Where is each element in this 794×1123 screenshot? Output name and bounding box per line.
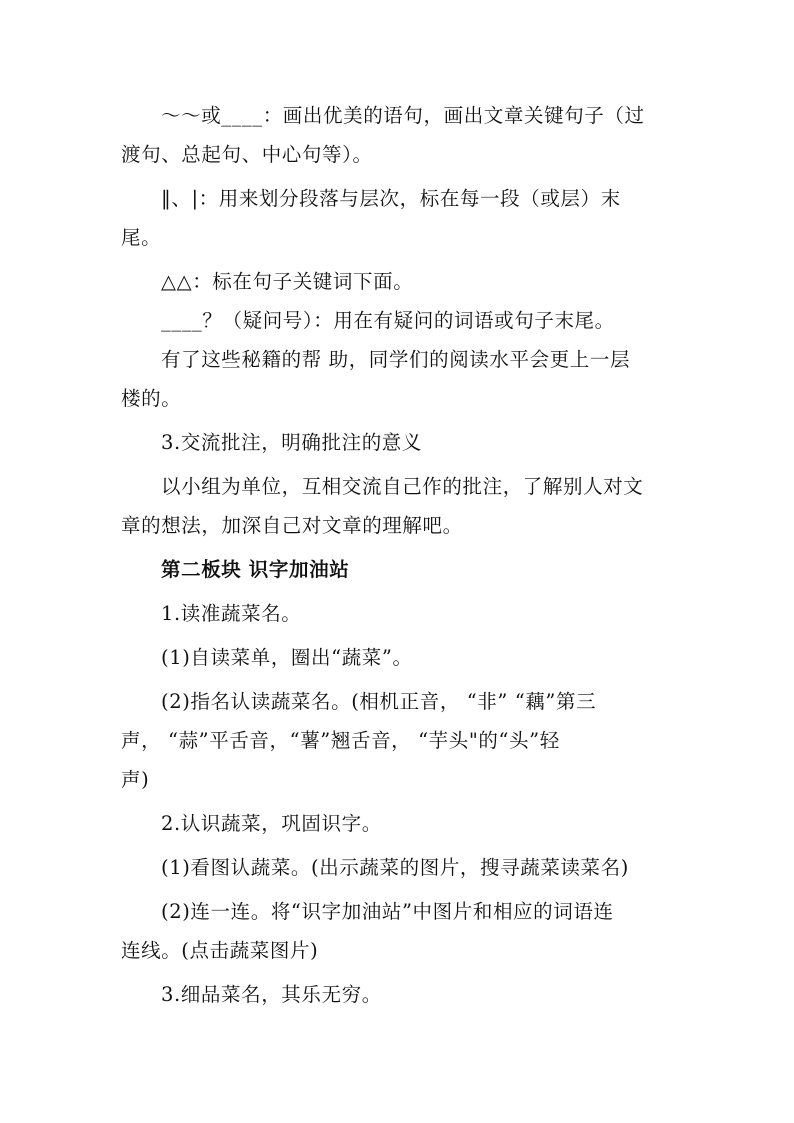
substep-1-2-line-2: 声， “蒜”平舌音，“薯”翘舌音， “芋头"的“头”轻 [121, 729, 560, 752]
paragraph-group-exchange-line-2: 章的想法，加深自己对文章的理解吧。 [121, 514, 463, 537]
paragraph-divider-mark-line-1: ‖、|：用来划分段落与层次，标在每一段（或层）末 [161, 187, 621, 210]
paragraph-wavy-underline-line-1: ～～或____：画出优美的语句，画出文章关键句子（过 [161, 104, 645, 127]
substep-2-2-line-2: 连线。(点击蔬菜图片) [121, 939, 319, 962]
section-2-heading: 第二板块 识字加油站 [161, 558, 350, 581]
paragraph-secret-tips-line-1: 有了这些秘籍的帮 助，同学们的阅读水平会更上一层 [161, 348, 631, 371]
paragraph-secret-tips-line-2: 楼的。 [121, 387, 182, 410]
document-page [121, 96, 677, 1014]
paragraph-triangle-mark: △△：标在句子关键词下面。 [161, 270, 414, 293]
substep-1-1: (1)自读菜单，圈出“蔬菜”。 [161, 646, 413, 669]
paragraph-group-exchange-line-1: 以小组为单位，互相交流自己作的批注，了解别人对文 [161, 475, 644, 498]
paragraph-divider-mark-line-2: 尾。 [121, 226, 162, 249]
substep-2-1: (1)看图认蔬菜。(出示蔬菜的图片，搜寻蔬菜读菜名) [161, 856, 629, 879]
substep-1-2-line-3: 声) [121, 768, 150, 791]
step-3b-heading: 3.细品菜名，其乐无穷。 [161, 983, 382, 1006]
substep-1-2-line-1: (2)指名认读蔬菜名。(相机正音， “非” “藕”第三 [161, 690, 597, 713]
substep-2-2-line-1: (2)连一连。将“识字加油站”中图片和相应的词语连 [161, 900, 614, 923]
paragraph-wavy-underline-line-2: 渡句、总起句、中心句等）。 [121, 143, 373, 166]
step-3-heading: 3.交流批注，明确批注的意义 [161, 431, 423, 454]
step-1-heading: 1.读准蔬菜名。 [161, 602, 302, 625]
paragraph-question-mark: ____？（疑问号）：用在有疑问的词语或句子末尾。 [161, 309, 615, 332]
step-2-heading: 2.认识蔬菜，巩固识字。 [161, 812, 382, 835]
